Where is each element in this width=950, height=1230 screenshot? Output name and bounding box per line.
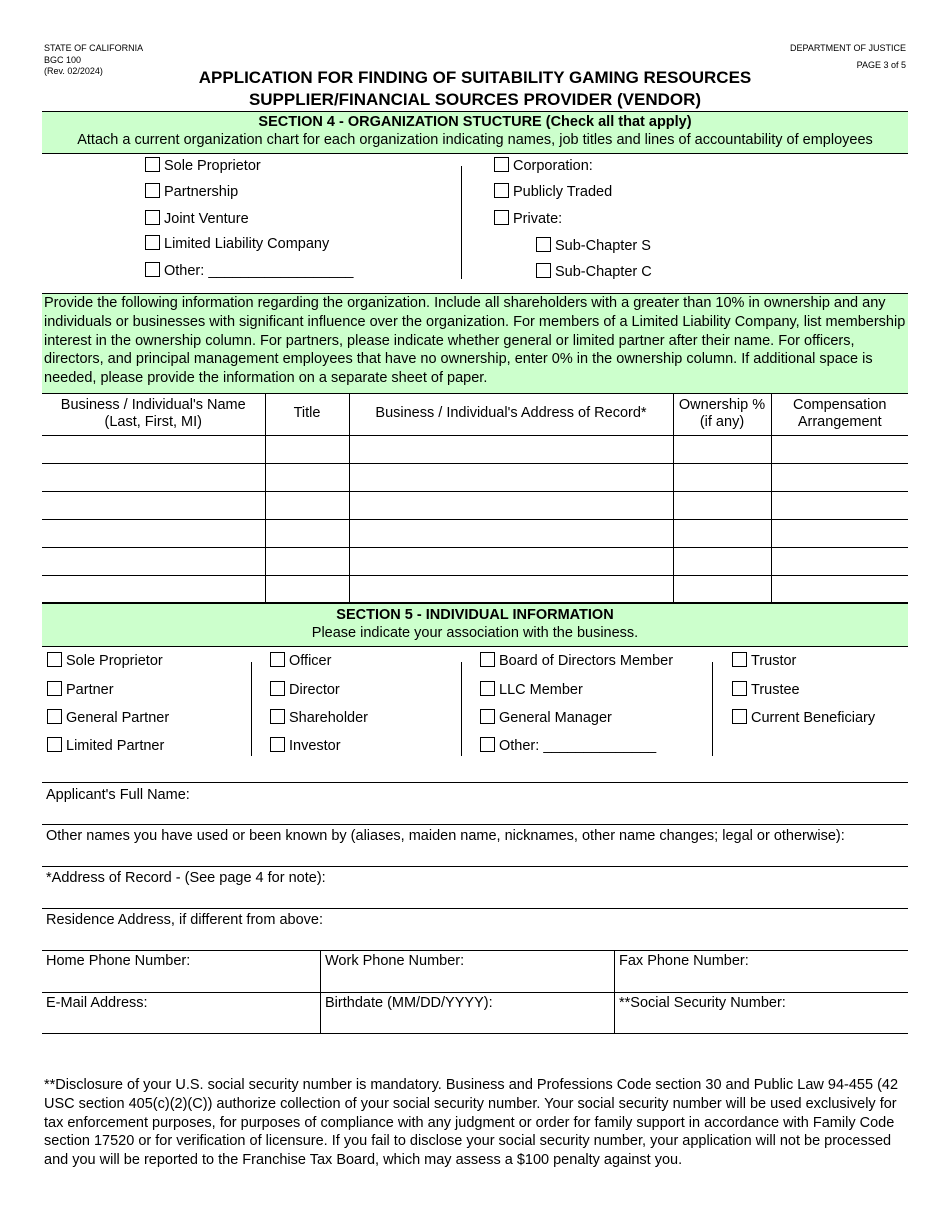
assoc-director-checkbox[interactable]: Director xyxy=(270,681,340,699)
ownership-table-header xyxy=(42,393,908,435)
assoc-other-checkbox[interactable]: Other: ______________ xyxy=(480,737,656,755)
table-row xyxy=(42,575,908,602)
ownership-table xyxy=(42,393,908,603)
assoc-shareholder-checkbox[interactable]: Shareholder xyxy=(270,709,368,727)
assoc-trustee-checkbox[interactable]: Trustee xyxy=(732,681,800,699)
section5-subtitle: Please indicate your association with the business. xyxy=(311,625,639,641)
other-names-field[interactable]: Other names you have used or been known by (aliases, maiden name, nicknames, other name changes; legal or otherwise): xyxy=(46,828,845,844)
form-title-line1: APPLICATION FOR FINDING OF SUITABILITY GAMING RESOURCES xyxy=(198,68,752,87)
ssn-disclosure-text: **Disclosure of your U.S. social security number is mandatory. Business and Professions Code section 30 and Public Law 94-455 (42 USC section 405(c)(2)(C)) authorize collection of your social security number. Your social security number will be used exclusively for tax enforcement purposes, for purposes of compliance with any judgment or order for family support in accordance with Family Code section 17520 or for verification of licensure. If you fail to disclose your social security number, your application will not be processed and you will be reported to the Franchise Tax Board, which may assess a $100 penalty against you. xyxy=(44,1077,899,1169)
section5-divider-3 xyxy=(712,662,713,756)
assoc-officer-checkbox[interactable]: Officer xyxy=(270,652,331,670)
assoc-investor-checkbox[interactable]: Investor xyxy=(270,737,341,755)
page-number: PAGE 3 of 5 xyxy=(856,60,906,70)
assoc-board-member-checkbox[interactable]: Board of Directors Member xyxy=(480,652,673,670)
org-sole-proprietor-checkbox[interactable]: Sole Proprietor xyxy=(145,157,261,175)
section4-title: SECTION 4 - ORGANIZATION STUCTURE (Check all that apply) xyxy=(258,114,692,130)
fax-phone-field[interactable]: Fax Phone Number: xyxy=(619,953,749,969)
col-name-header: Business / Individual's Name (Last, First, MI) xyxy=(42,393,265,435)
assoc-current-beneficiary-checkbox[interactable]: Current Beneficiary xyxy=(732,709,875,727)
assoc-llc-member-checkbox[interactable]: LLC Member xyxy=(480,681,583,699)
address-of-record-field[interactable]: *Address of Record - (See page 4 for note): xyxy=(46,870,326,886)
residence-address-field[interactable]: Residence Address, if different from above: xyxy=(46,912,323,928)
org-publicly-traded-checkbox[interactable]: Publicly Traded xyxy=(494,183,612,201)
assoc-trustor-checkbox[interactable]: Trustor xyxy=(732,652,796,670)
col-ownership-header: Ownership % (if any) xyxy=(673,393,771,435)
assoc-general-partner-checkbox[interactable]: General Partner xyxy=(47,709,169,727)
org-private-checkbox[interactable]: Private: xyxy=(494,210,562,228)
birthdate-field[interactable]: Birthdate (MM/DD/YYYY): xyxy=(325,995,493,1011)
work-phone-field[interactable]: Work Phone Number: xyxy=(325,953,465,969)
org-other-checkbox[interactable]: Other: __________________ xyxy=(145,262,353,280)
full-name-field[interactable]: Applicant's Full Name: xyxy=(46,787,190,803)
department-label: DEPARTMENT OF JUSTICE xyxy=(789,43,906,53)
form-revision: (Rev. 02/2024) xyxy=(44,66,103,76)
col-compensation-header: Compensation Arrangement xyxy=(771,393,908,435)
assoc-sole-proprietor-checkbox[interactable]: Sole Proprietor xyxy=(47,652,163,670)
assoc-limited-partner-checkbox[interactable]: Limited Partner xyxy=(47,737,164,755)
table-row xyxy=(42,463,908,491)
section5-header xyxy=(42,603,908,647)
checkbox-box[interactable] xyxy=(145,157,160,172)
section4-subtitle: Attach a current organization chart for each organization indicating names, job titles and lines of accountability of employees xyxy=(77,132,873,148)
org-joint-venture-checkbox[interactable]: Joint Venture xyxy=(145,210,249,228)
table-row xyxy=(42,491,908,519)
table-row xyxy=(42,435,908,463)
assoc-general-manager-checkbox[interactable]: General Manager xyxy=(480,709,612,727)
section4-instructions: Provide the following information regarding the organization. Include all shareholders with a greater than 10% in ownership and any individuals or businesses with significant influence over the organization. For members of a Limited Liability Company, list membership interest in the ownership column. For partners, please indicate whether general or limited partner after their name. For officers, directors, and principal management employees that have no ownership, enter 0% in the ownership column. If additional space is needed, please provide the information on a separate sheet of paper. xyxy=(42,293,908,394)
form-title-line2: SUPPLIER/FINANCIAL SOURCES PROVIDER (VENDOR) xyxy=(248,90,702,109)
section5-divider-1 xyxy=(251,662,252,756)
table-row xyxy=(42,547,908,575)
org-llc-checkbox[interactable]: Limited Liability Company xyxy=(145,235,329,253)
section5-divider-2 xyxy=(461,662,462,756)
org-subchapter-s-checkbox[interactable]: Sub-Chapter S xyxy=(536,237,651,255)
form-number: BGC 100 xyxy=(44,55,82,65)
table-row xyxy=(42,519,908,547)
col-title-header: Title xyxy=(265,393,349,435)
state-label: STATE OF CALIFORNIA xyxy=(44,43,144,53)
home-phone-field[interactable]: Home Phone Number: xyxy=(46,953,191,969)
org-partnership-checkbox[interactable]: Partnership xyxy=(145,183,238,201)
email-field[interactable]: E-Mail Address: xyxy=(46,995,148,1011)
ssn-field[interactable]: **Social Security Number: xyxy=(619,995,786,1011)
section4-divider xyxy=(461,166,462,279)
col-address-header: Business / Individual's Address of Record* xyxy=(349,393,673,435)
assoc-partner-checkbox[interactable]: Partner xyxy=(47,681,114,699)
org-corporation-checkbox[interactable]: Corporation: xyxy=(494,157,593,175)
section5-title: SECTION 5 - INDIVIDUAL INFORMATION xyxy=(336,607,614,623)
org-subchapter-c-checkbox[interactable]: Sub-Chapter C xyxy=(536,263,652,281)
section4-header xyxy=(42,111,908,154)
